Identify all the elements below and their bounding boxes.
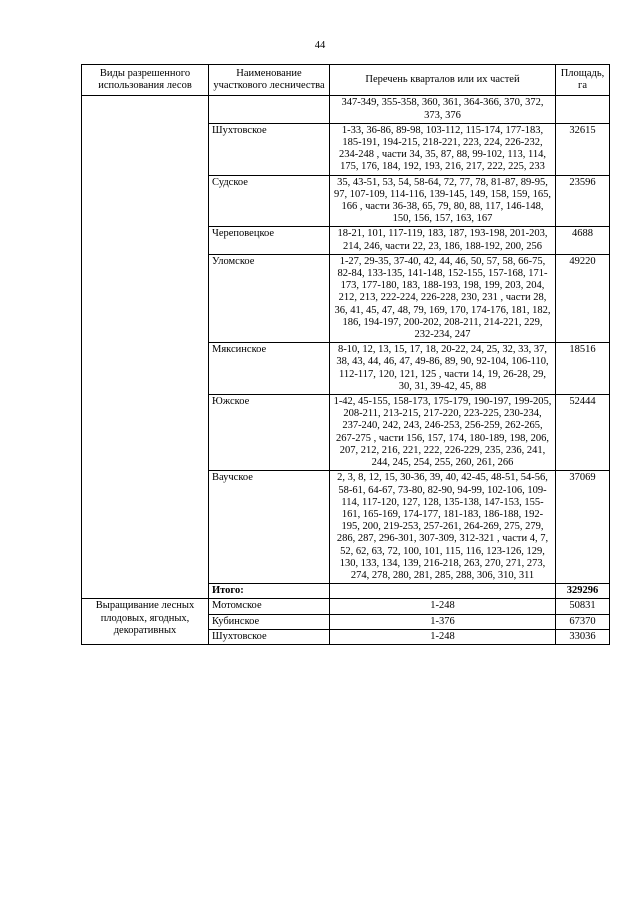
forestry-cell: Шухтовское bbox=[209, 629, 330, 644]
table-row bbox=[82, 96, 610, 123]
quarters-cell: 8-10, 12, 13, 15, 17, 18, 20-22, 24, 25, 32, 33, 37, 38, 43, 44, 46, 47, 49-86, 89, 90, 92-104, 106-110, 112-117, 120, 121, 125 , части 14, 19, 26-28, 29, 30, 31, 39-42, 45, 88 bbox=[330, 343, 556, 395]
forestry-cell: Мяксинское bbox=[209, 343, 330, 395]
area-cell: 18516 bbox=[556, 343, 610, 395]
page-number: 44 bbox=[314, 40, 326, 51]
table-header-row bbox=[82, 65, 610, 96]
forestry-cell: Мотомское bbox=[209, 599, 330, 614]
use-type-cell-continued bbox=[82, 96, 209, 599]
forestry-cell: Южское bbox=[209, 395, 330, 471]
forestry-cell bbox=[209, 96, 330, 123]
forestry-cell: Кубинское bbox=[209, 614, 330, 629]
quarters-cell: 2, 3, 8, 12, 15, 30-36, 39, 40, 42-45, 48-51, 54-56, 58-61, 64-67, 73-80, 82-90, 94-99, 102-106, 109-114, 117-120, 127, 128, 135-138, 147-153, 155-161, 165-169, 174-177, 181-183, 186-188, 192-195, 200, 219-253, 257-261, 264-269, 275, 279, 286, 287, 296-301, 307-309, 312-321 , части 4, 7, 52, 62, 63, 72, 100, 101, 115, 116, 123-126, 129, 130, 133, 134, 139, 216-218, 263, 270, 271, 273, 274, 278, 280, 281, 285, 288, 306, 310, 311 bbox=[330, 471, 556, 584]
forestry-cell: Уломское bbox=[209, 254, 330, 342]
quarters-cell: 1-27, 29-35, 37-40, 42, 44, 46, 50, 57, 58, 66-75, 82-84, 133-135, 141-148, 152-155, 157-168, 171-173, 177-180, 183, 188-193, 198, 199, 203, 204, 212, 213, 222-224, 226-228, 230, 231 , части 28, 36, 41, 45, 47, 48, 79, 169, 170, 174-176, 181, 182, 186, 194-197, 200-202, 208-211, 214-221, 229, 232-234, 247 bbox=[330, 254, 556, 342]
forest-use-table bbox=[81, 64, 610, 645]
total-area: 329296 bbox=[556, 584, 610, 599]
header-forestry: Наименование участкового лесничества bbox=[209, 65, 330, 96]
area-cell: 49220 bbox=[556, 254, 610, 342]
area-cell: 23596 bbox=[556, 175, 610, 227]
forestry-cell: Шухтовское bbox=[209, 123, 330, 175]
quarters-cell: 347-349, 355-358, 360, 361, 364-366, 370, 372, 373, 376 bbox=[330, 96, 556, 123]
total-label: Итого: bbox=[209, 584, 330, 599]
area-cell: 4688 bbox=[556, 227, 610, 254]
quarters-cell: 35, 43-51, 53, 54, 58-64, 72, 77, 78, 81-87, 89-95, 97, 107-109, 114-116, 139-145, 149, 158, 159, 165, 166 , части 36-38, 65, 79, 80, 88, 117, 146-148, 150, 156, 157, 163, 167 bbox=[330, 175, 556, 227]
quarters-cell: 1-248 bbox=[330, 629, 556, 644]
area-cell: 50831 bbox=[556, 599, 610, 614]
total-quarters-empty bbox=[330, 584, 556, 599]
quarters-cell: 1-42, 45-155, 158-173, 175-179, 190-197, 199-205, 208-211, 213-215, 217-220, 223-225, 230-234, 237-240, 242, 243, 246-253, 256-259, 262-265, 267-275 , части 156, 157, 174, 180-189, 198, 206, 207, 212, 216, 221, 222, 226-229, 235, 236, 241, 244, 245, 254, 255, 260, 261, 266 bbox=[330, 395, 556, 471]
header-use-type: Виды разрешенного использования лесов bbox=[82, 65, 209, 96]
table-row bbox=[82, 599, 610, 614]
area-cell bbox=[556, 96, 610, 123]
area-cell: 37069 bbox=[556, 471, 610, 584]
forestry-cell: Ваучское bbox=[209, 471, 330, 584]
header-quarters: Перечень кварталов или их частей bbox=[330, 65, 556, 96]
area-cell: 67370 bbox=[556, 614, 610, 629]
quarters-cell: 1-248 bbox=[330, 599, 556, 614]
forestry-cell: Череповецкое bbox=[209, 227, 330, 254]
header-area: Площадь, га bbox=[556, 65, 610, 96]
use-type-cell: Выращивание лесных плодовых, ягодных, декоративных bbox=[82, 599, 209, 645]
quarters-cell: 18-21, 101, 117-119, 183, 187, 193-198, 201-203, 214, 246, части 22, 23, 186, 188-192, 200, 256 bbox=[330, 227, 556, 254]
quarters-cell: 1-376 bbox=[330, 614, 556, 629]
area-cell: 32615 bbox=[556, 123, 610, 175]
area-cell: 52444 bbox=[556, 395, 610, 471]
forestry-cell: Судское bbox=[209, 175, 330, 227]
area-cell: 33036 bbox=[556, 629, 610, 644]
quarters-cell: 1-33, 36-86, 89-98, 103-112, 115-174, 177-183, 185-191, 194-215, 218-221, 223, 224, 226-232, 234-248 , части 34, 35, 87, 88, 99-102, 113, 114, 175, 176, 184, 192, 193, 216, 217, 222, 225, 233 bbox=[330, 123, 556, 175]
